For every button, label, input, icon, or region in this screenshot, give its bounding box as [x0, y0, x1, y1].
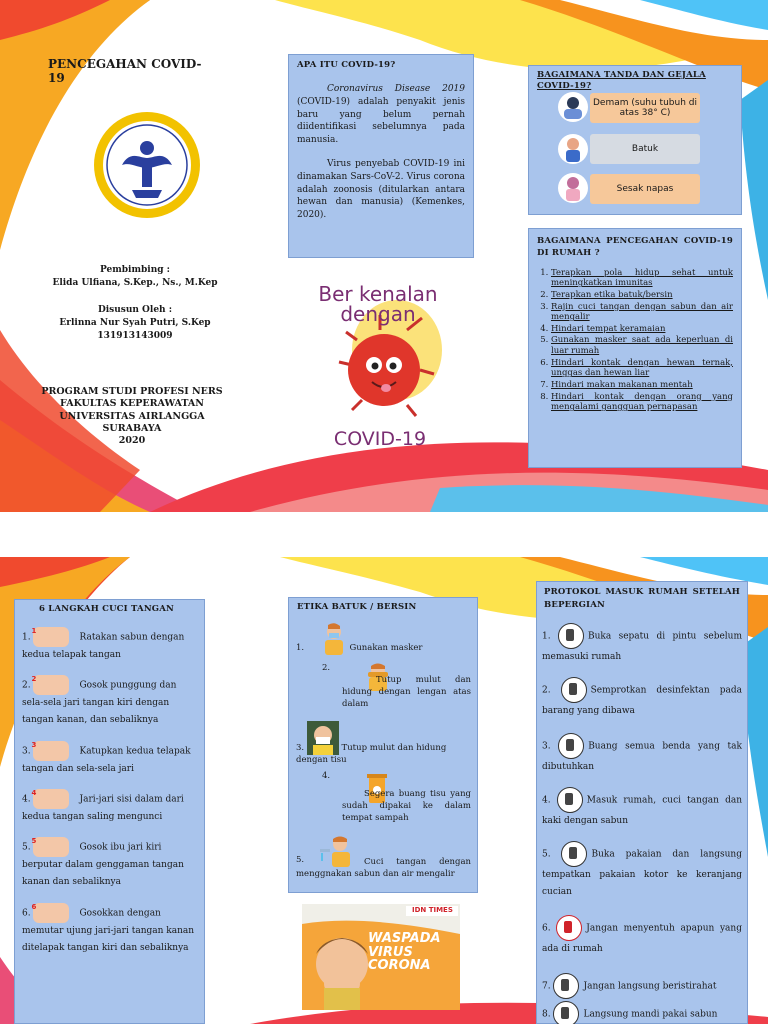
item-text: Gunakan masker [349, 643, 423, 654]
protocol-item [542, 677, 742, 720]
item-text: Langsung mandi pakai sabun [583, 1009, 718, 1020]
banner-line-3: CORONA [368, 958, 431, 974]
prevention-panel [528, 228, 742, 468]
poster-line-2: dengan [340, 302, 416, 326]
step-text: Gosok punggung dan sela-sela jari tangan kiri dengan tangan kanan, dan sebaliknya [22, 680, 177, 726]
program-line-1: PROGRAM STUDI PROFESI NERS [41, 386, 223, 397]
cough-item [296, 623, 471, 655]
about-italic-term: Coronavirus Disease 2019 [327, 84, 465, 95]
cough-title: ETIKA BATUK / BERSIN [297, 602, 417, 612]
prevention-item: 7. Hindari makan makanan mentah [551, 380, 733, 391]
poster-heading [318, 284, 438, 324]
step-badge: 5 [31, 837, 37, 845]
step-text: Jari-jari sisi dalam dari kedua tangan saling mengunci [22, 794, 184, 822]
item-number: 4. [322, 771, 331, 781]
cough-item [296, 771, 471, 825]
item-number: 5. [296, 855, 305, 866]
item-number: 4. [542, 795, 551, 806]
prevention-item: 6. Hindari kontak dengan hewan ternak, unggas dan hewan liar [551, 358, 733, 379]
disusun-label: Disusun Oleh : [97, 305, 173, 315]
item-number: 1. [296, 643, 305, 654]
protocol-item [542, 623, 742, 666]
protocol-item [542, 915, 742, 958]
handwash-step [22, 627, 200, 664]
step-number: 6. [22, 908, 31, 919]
step-text: Katupkan kedua telapak tangan dan sela-sela jari [22, 746, 191, 774]
protocol-item [542, 841, 742, 901]
item-number: 2. [542, 685, 551, 696]
dispose-items-icon [558, 733, 584, 759]
prevention-item: 3. Rajin cuci tangan dengan sabun dan air mengalir [551, 302, 733, 323]
item-number: 3. [296, 743, 305, 754]
about-covid-panel [288, 54, 474, 258]
mask-person-icon [321, 623, 347, 655]
cough-person-icon [558, 134, 588, 164]
item-number: 7. [542, 981, 551, 992]
author-block [40, 304, 230, 343]
prevention-title: BAGAIMANA PENCEGAHAN COVID-19 DI RUMAH ? [537, 236, 733, 259]
poster-line-3: COVID-19 [333, 428, 427, 450]
banner-text [368, 932, 460, 973]
item-text: Tutup mulut dan hidung dengan tisu [296, 743, 447, 765]
symptoms-title: BAGAIMANA TANDA DAN GEJALA COVID-19? [537, 70, 706, 92]
banner-brand: IDN TIMES [412, 906, 453, 914]
item-number: 8. [542, 1009, 551, 1020]
item-text: Jangan langsung beristirahat [583, 981, 717, 992]
supervisor-block [40, 264, 230, 290]
step-badge: 3 [31, 741, 37, 749]
item-text: Buka sepatu di pintu sebelum memasuki rumah [542, 631, 742, 662]
breathless-person-icon [558, 173, 588, 203]
item-number: 5. [542, 849, 551, 860]
item-number: 3. [542, 741, 551, 752]
laundry-basket-icon [561, 841, 587, 867]
no-touch-icon [556, 915, 582, 941]
handwash-step [22, 675, 200, 729]
handwash-step [22, 789, 200, 826]
handwash-step-6-icon [33, 903, 69, 923]
author-name: Erlinna Nur Syah Putri, S.Kep [59, 318, 211, 329]
protocol-item [542, 973, 742, 999]
item-number: 2. [322, 663, 331, 673]
protocol-item [542, 733, 742, 776]
step-number: 3. [22, 746, 31, 757]
symptom-cough: Batuk [590, 134, 700, 164]
item-text: Tutup mulut dan hidung dengan lengan atas dalam [342, 675, 471, 709]
author-id: 131913143009 [97, 331, 173, 342]
program-line-3: UNIVERSITAS AIRLANGGA [59, 410, 205, 422]
banner-line-1: WASPADA [368, 931, 441, 946]
handwash-step-1-icon [33, 627, 69, 647]
item-number: 6. [542, 923, 551, 934]
pembimbing-label: Pembimbing : [99, 265, 170, 275]
item-text: Semprotkan desinfektan pada barang yang dibawa [542, 685, 742, 716]
prevention-item: 2. Terapkan etika batuk/bersin [551, 290, 733, 301]
about-paragraph-2: Virus penyebab COVID-19 ini dinamakan Sars-CoV-2. Virus corona adalah zoonosis (ditularkan antara hewan dan manusia) (Kemenkes, 2020). [297, 159, 465, 220]
no-rest-icon [553, 973, 579, 999]
prevention-item: 1. Terapkan pola hidup sehat untuk meningkatkan imunitas [551, 268, 733, 289]
about-p1-text: (COVID-19) adalah penyakit jenis baru yang belum pernah diidentifikasi sebelumnya pada manusia. [297, 97, 465, 145]
fever-person-icon [558, 92, 588, 122]
step-text: Ratakan sabun dengan kedua telapak tangan [22, 632, 185, 660]
step-badge: 1 [31, 627, 37, 635]
handwash-step [22, 903, 200, 957]
about-title: APA ITU COVID-19? [297, 60, 396, 70]
cough-item [296, 721, 471, 767]
prevention-item: 4. Hindari tempat keramaian [551, 324, 733, 335]
step-number: 2. [22, 680, 31, 691]
item-text: Buang semua benda yang tak dibutuhkan [542, 741, 742, 772]
cough-item [296, 835, 471, 881]
item-text: Jangan menyentuh apapun yang ada di rumah [542, 923, 742, 954]
step-number: 1. [22, 632, 31, 643]
brochure-page-back [0, 557, 768, 1024]
banner-line-2: VIRUS [368, 944, 413, 960]
item-text: Segera buang tisu yang sudah dipakai ke dalam tempat sampah [342, 789, 471, 823]
symptom-fever: Demam (suhu tubuh di atas 38° C) [590, 93, 700, 123]
program-block [32, 386, 232, 448]
step-number: 5. [22, 842, 31, 853]
prevention-item: 5. Gunakan masker saat ada keperluan di luar rumah [551, 335, 733, 356]
prevention-list [537, 268, 733, 413]
step-badge: 6 [31, 903, 37, 911]
item-text: Masuk rumah, cuci tangan dan kaki dengan sabun [542, 795, 742, 826]
shoes-off-icon [558, 623, 584, 649]
wash-hands-feet-icon [557, 787, 583, 813]
step-text: Gosokkan dengan memutar ujung jari-jari tangan kanan ditelapak tangan kiri dan sebaliknya [22, 908, 195, 954]
handwash-step [22, 837, 200, 891]
pembimbing-name: Elida Ulfiana, S.Kep., Ns., M.Kep [52, 278, 218, 289]
step-number: 4. [22, 794, 31, 805]
handwash-step-5-icon [33, 837, 69, 857]
handwash-sink-icon [318, 835, 352, 867]
tissue-cover-icon [307, 721, 339, 755]
handwash-step-3-icon [33, 741, 69, 761]
protocol-title: PROTOKOL MASUK RUMAH SETELAH BEPERGIAN [544, 587, 740, 611]
step-badge: 4 [31, 789, 37, 797]
prevention-item: 8. Hindari kontak dengan orang yang mengalami gangguan pernapasan [551, 392, 733, 413]
step-badge: 2 [31, 675, 37, 683]
about-paragraph-1 [297, 83, 465, 146]
protocol-item [542, 1001, 742, 1024]
item-text: Cuci tangan dengan menggnakan sabun dan air mengalir [296, 857, 471, 879]
handwash-step-4-icon [33, 789, 69, 809]
handwash-step [22, 741, 200, 778]
item-text: Buka pakaian dan langsung tempatkan pakaian kotor ke keranjang cucian [542, 849, 742, 898]
program-line-2: FAKULTAS KEPERAWATAN [60, 398, 204, 410]
cough-item [296, 663, 471, 711]
cover-title: PENCEGAHAN COVID-19 [48, 57, 202, 85]
university-seal-logo [92, 110, 202, 220]
step-text: Gosok ibu jari kiri berputar dalam genggaman tangan kanan dan sebaliknya [22, 842, 184, 888]
symptom-breathless: Sesak napas [590, 174, 700, 204]
program-year: 2020 [118, 435, 146, 447]
program-line-4: SURABAYA [102, 423, 162, 435]
shower-icon [553, 1001, 579, 1024]
handwash-step-2-icon [33, 675, 69, 695]
page-gap [0, 512, 768, 557]
poster-line-1: Ber kenalan [318, 282, 438, 306]
handwash-title: 6 LANGKAH CUCI TANGAN [39, 604, 175, 614]
spray-disinfectant-icon [561, 677, 587, 703]
item-number: 1. [542, 631, 551, 642]
protocol-item [542, 787, 742, 830]
